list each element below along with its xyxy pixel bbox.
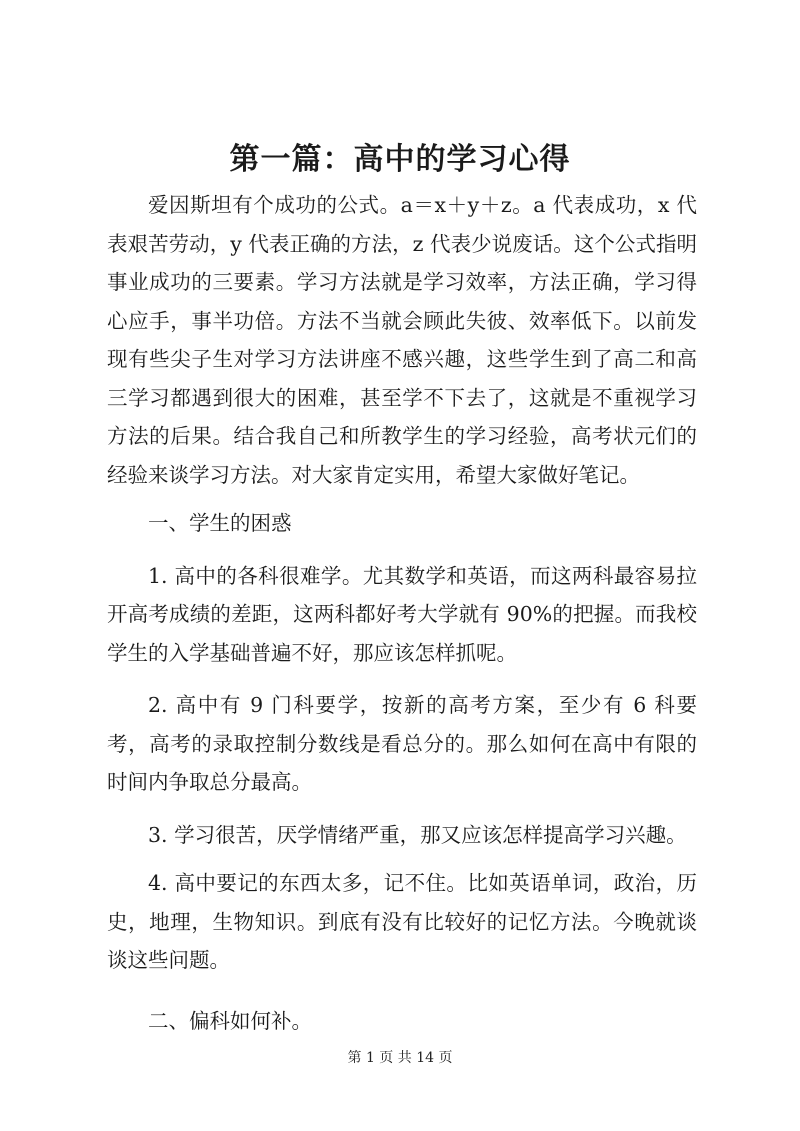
list-item-2: 2. 高中有 9 门科要学，按新的高考方案，至少有 6 科要考，高考的录取控制分数线是看总分的。那么如何在高中有限的时间内争取总分最高。 xyxy=(107,693,697,794)
intro-paragraph: 爱因斯坦有个成功的公式。a＝x＋y＋z。a 代表成功，x 代表艰苦劳动，y 代表正确的方法，z 代表少说废话。这个公式指明事业成功的三要素。学习方法就是学习效率，方法正确，学习得心应手，事半功倍。方法不当就会顾此失彼、效率低下。以前发现有些尖子生对学习方法讲座不感兴趣，这些学生到了高二和高三学习都遇到很大的困难，甚至学不下去了，这就是不重视学习方法的后果。结合我自己和所教学生的学习经验，高考状元们的经验来谈学习方法。对大家肯定实用，希望大家做好笔记。 xyxy=(107,193,697,487)
list-item-3: 3. 学习很苦，厌学情绪严重，那又应该怎样提高学习兴趣。 xyxy=(148,822,687,847)
page-number-footer: 第 1 页 共 14 页 xyxy=(347,1050,453,1066)
section-heading-confusion: 一、学生的困惑 xyxy=(148,511,292,535)
list-item-1: 1. 高中的各科很难学。尤其数学和英语，而这两科最容易拉开高考成绩的差距，这两科都好考大学就有 90%的把握。而我校学生的入学基础普遍不好，那应该怎样抓呢。 xyxy=(107,563,697,665)
list-item-4: 4. 高中要记的东西太多，记不住。比如英语单词，政治，历史，地理，生物知识。到底有没有比较好的记忆方法。今晚就谈谈这些问题。 xyxy=(107,871,697,972)
document-title: 第一篇：高中的学习心得 xyxy=(229,142,571,177)
section-heading-weak-subjects: 二、偏科如何补。 xyxy=(148,1008,312,1033)
document-body xyxy=(107,186,697,1040)
